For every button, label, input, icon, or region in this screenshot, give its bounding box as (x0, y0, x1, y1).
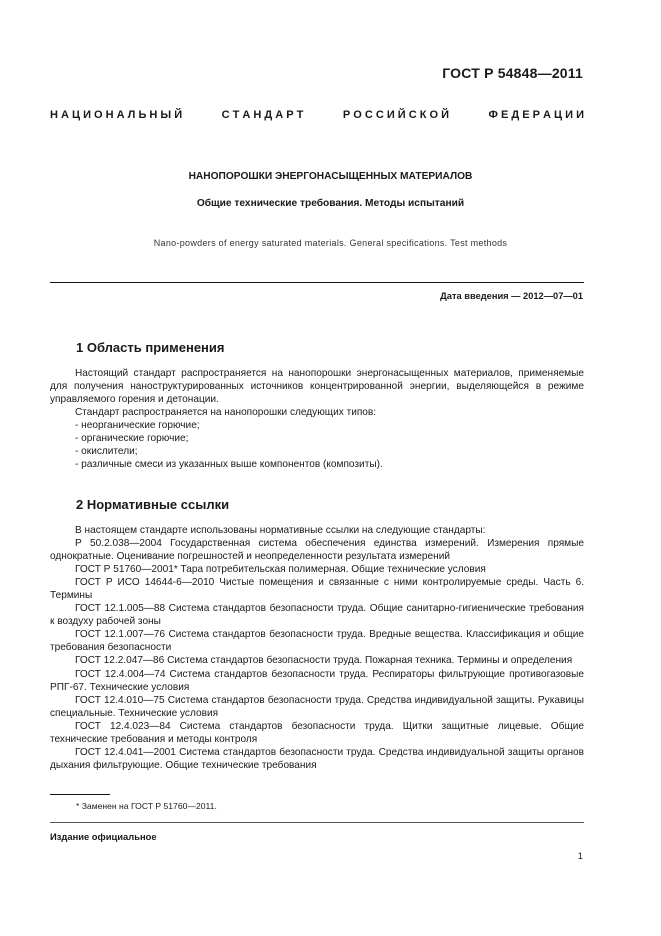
list-item: - неорганические горючие; (75, 420, 200, 432)
reference-item: ГОСТ 12.1.007—76 Система стандартов безопасности труда. Вредные вещества. Классификация и общие требования безопасности (50, 629, 584, 654)
footer-divider (50, 822, 584, 823)
reference-item: ГОСТ 12.1.005—88 Система стандартов безопасности труда. Общие санитарно-гигиенические требования к воздуху рабочей зоны (50, 603, 584, 628)
reference-item: ГОСТ Р ИСО 14644-6—2010 Чистые помещения и связанные с ними контролируемые среды. Часть 6. Термины (50, 577, 584, 602)
document-title: НАНОПОРОШКИ ЭНЕРГОНАСЫЩЕННЫХ МАТЕРИАЛОВ (188, 171, 473, 182)
section-1-body (50, 367, 584, 471)
banner-word-3: Р О С С И Й С К О Й (342, 109, 450, 121)
title-divider (50, 282, 584, 283)
reference-item: ГОСТ 12.2.047—86 Система стандартов безопасности труда. Пожарная техника. Термины и определения (75, 655, 573, 667)
banner-word-2: С Т А Н Д А Р Т (221, 109, 304, 121)
list-item: - органические горючие; (75, 433, 189, 445)
banner-word-1: Н А Ц И О Н А Л Ь Н Ы Й (50, 109, 183, 121)
reference-item: ГОСТ Р 51760—2001* Тара потребительская полимерная. Общие технические условия (75, 564, 486, 576)
section-1-heading: 1 Область применения (76, 340, 225, 355)
reference-item: ГОСТ 12.4.004—74 Система стандартов безопасности труда. Респираторы фильтрующие противогазовые РПГ-67. Технические условия (50, 668, 584, 693)
introduction-date: Дата введения — 2012—07—01 (440, 291, 583, 301)
reference-item: Р 50.2.038—2004 Государственная система обеспечения единства измерений. Измерения прямые однократные. Оценивание погрешностей и неопределенности результата измерений (50, 538, 584, 563)
list-item: - окислители; (75, 446, 138, 458)
reference-item: ГОСТ 12.4.010—75 Система стандартов безопасности труда. Средства индивидуальной защиты. Рукавицы специальные. Технические условия (50, 694, 584, 719)
official-edition-label: Издание официальное (50, 831, 157, 842)
section-2-heading: 2 Нормативные ссылки (76, 497, 230, 512)
section-1-types-intro: Стандарт распространяется на нанопорошки следующих типов: (75, 407, 377, 419)
document-title-english: Nano-powders of energy saturated materials. General specifications. Test methods (153, 238, 508, 248)
section-2-body (50, 524, 584, 772)
page-number: 1 (577, 850, 583, 861)
list-item: - различные смеси из указанных выше компонентов (композиты). (75, 459, 383, 471)
footnote: * Заменен на ГОСТ Р 51760—2011. (76, 801, 217, 811)
section-1-paragraph: Настоящий стандарт распространяется на нанопорошки энергонасыщенных материалов, применяемые для получения наноструктурированных источников концентрированной энергии, выделяющейся в режиме управляемого горения и детонации. (50, 368, 584, 406)
footnote-divider (50, 794, 110, 795)
standard-number: ГОСТ Р 54848—2011 (442, 65, 583, 81)
section-2-intro: В настоящем стандарте использованы нормативные ссылки на следующие стандарты: (75, 525, 486, 536)
document-subtitle: Общие технические требования. Методы испытаний (196, 198, 465, 209)
reference-item: ГОСТ 12.4.023—84 Система стандартов безопасности труда. Щитки защитные лицевые. Общие технические требования и методы контроля (50, 720, 584, 745)
reference-item: ГОСТ 12.4.041—2001 Система стандартов безопасности труда. Средства индивидуальной защиты органов дыхания фильтрующие. Общие технические требования (50, 746, 584, 771)
banner-word-4: Ф Е Д Е Р А Ц И И (488, 109, 584, 121)
national-standard-banner (50, 109, 584, 121)
